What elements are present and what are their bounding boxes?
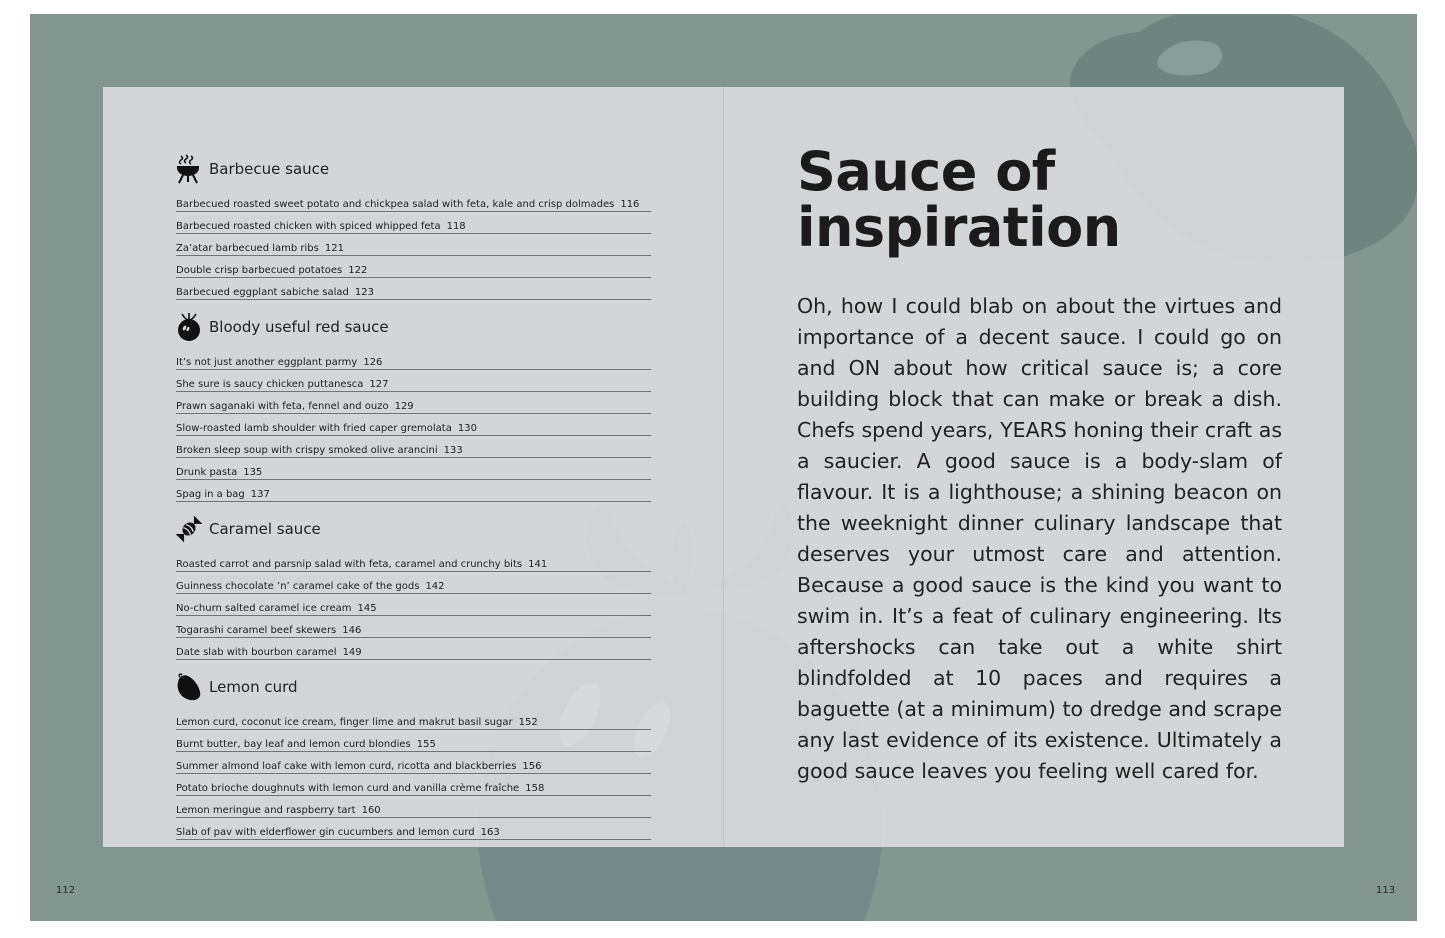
recipe-entry <box>176 818 651 840</box>
recipe-entry <box>176 572 651 594</box>
gutter-divider <box>723 87 724 847</box>
recipe-name: Barbecued eggplant sabiche salad <box>176 287 349 298</box>
section-caramel-sauce <box>176 512 651 660</box>
recipe-index <box>176 152 651 850</box>
recipe-entry <box>176 594 651 616</box>
recipe-name: She sure is saucy chicken puttanesca <box>176 379 364 390</box>
recipe-page-number: 158 <box>525 783 545 794</box>
chapter-title <box>797 140 1121 259</box>
recipe-name: Potato brioche doughnuts with lemon curd and vanilla crème fraîche <box>176 783 520 794</box>
recipe-name: Barbecued roasted sweet potato and chickpea salad with feta, kale and crisp dolmades <box>176 199 615 210</box>
section-header <box>176 670 651 704</box>
title-line-1: Sauce of <box>797 140 1055 203</box>
recipe-entry <box>176 458 651 480</box>
section-title: Bloody useful red sauce <box>209 318 389 336</box>
recipe-entry <box>176 550 651 572</box>
page-number-left: 112 <box>56 885 76 896</box>
page-number-right: 113 <box>1376 885 1396 896</box>
wrapped-candy-icon <box>176 514 202 544</box>
recipe-name: Summer almond loaf cake with lemon curd, ricotta and blackberries <box>176 761 517 772</box>
recipe-entry <box>176 730 651 752</box>
section-title: Barbecue sauce <box>209 160 330 178</box>
recipe-name: Guinness chocolate ’n’ caramel cake of the gods <box>176 581 420 592</box>
recipe-page-number: 122 <box>348 265 368 276</box>
recipe-page-number: 155 <box>416 739 436 750</box>
recipe-name: Slow-roasted lamb shoulder with fried caper gremolata <box>176 423 452 434</box>
section-lemon-curd <box>176 670 651 840</box>
recipe-name: Slab of pav with elderflower gin cucumbers and lemon curd <box>176 827 475 838</box>
recipe-entry <box>176 796 651 818</box>
section-bloody-useful-red-sauce <box>176 310 651 502</box>
recipe-entry <box>176 256 651 278</box>
intro-paragraph: Oh, how I could blab on about the virtues and importance of a decent sauce. I could go on and ON about how critical sauce is; a core building block that can make or break a dish. Chefs spend years, YEARS honing their craft as a saucier. A good sauce is a body-slam of flavour. It is a lighthouse; a shining beacon on the weeknight dinner culinary landscape that deserves your utmost care and attention. Because a good sauce is the kind you want to swim in. It’s a feat of culinary engineering. Its aftershocks can take out a white shirt blindfolded at 10 paces and requires a baguette (at a minimum) to dredge and scrape any last evidence of its existence. Ultimately a good sauce leaves you feeling well cared for. <box>797 294 1282 783</box>
recipe-page-number: 121 <box>324 243 344 254</box>
recipe-name: Broken sleep soup with crispy smoked olive arancini <box>176 445 438 456</box>
section-header <box>176 512 651 546</box>
recipe-entry <box>176 752 651 774</box>
recipe-page-number: 137 <box>250 489 270 500</box>
content-panel <box>103 87 1344 847</box>
recipe-entry <box>176 212 651 234</box>
recipe-entry <box>176 708 651 730</box>
recipe-page-number: 142 <box>425 581 445 592</box>
recipe-name: Prawn saganaki with feta, fennel and ouzo <box>176 401 389 412</box>
recipe-page-number: 118 <box>446 221 466 232</box>
recipe-page-number: 163 <box>480 827 500 838</box>
recipe-page-number: 126 <box>363 357 383 368</box>
barbecue-grill-icon <box>176 154 202 184</box>
recipe-entry <box>176 348 651 370</box>
recipe-page-number: 156 <box>522 761 542 772</box>
recipe-page-number: 123 <box>354 287 374 298</box>
section-title: Lemon curd <box>209 678 298 696</box>
recipe-page-number: 116 <box>620 199 640 210</box>
recipe-entry <box>176 638 651 660</box>
recipe-name: No-churn salted caramel ice cream <box>176 603 352 614</box>
recipe-page-number: 129 <box>394 401 414 412</box>
recipe-name: Za’atar barbecued lamb ribs <box>176 243 319 254</box>
recipe-page-number: 152 <box>518 717 538 728</box>
recipe-page-number: 133 <box>443 445 463 456</box>
recipe-name: Double crisp barbecued potatoes <box>176 265 343 276</box>
recipe-entry <box>176 370 651 392</box>
section-header <box>176 152 651 186</box>
recipe-entry <box>176 774 651 796</box>
section-barbecue-sauce <box>176 152 651 300</box>
recipe-entry <box>176 414 651 436</box>
recipe-entry <box>176 616 651 638</box>
recipe-page-number: 146 <box>342 625 362 636</box>
tomato-icon <box>176 312 202 342</box>
recipe-page-number: 145 <box>357 603 377 614</box>
recipe-page-number: 141 <box>528 559 548 570</box>
recipe-page-number: 135 <box>243 467 263 478</box>
recipe-name: Lemon curd, coconut ice cream, finger lime and makrut basil sugar <box>176 717 513 728</box>
recipe-name: Drunk pasta <box>176 467 238 478</box>
recipe-name: It’s not just another eggplant parmy <box>176 357 358 368</box>
book-spread <box>30 14 1417 921</box>
recipe-name: Roasted carrot and parsnip salad with feta, caramel and crunchy bits <box>176 559 523 570</box>
recipe-name: Togarashi caramel beef skewers <box>176 625 337 636</box>
recipe-entry <box>176 278 651 300</box>
recipe-entry <box>176 190 651 212</box>
recipe-page-number: 127 <box>369 379 389 390</box>
recipe-entry <box>176 480 651 502</box>
recipe-name: Date slab with bourbon caramel <box>176 647 337 658</box>
recipe-name: Barbecued roasted chicken with spiced whipped feta <box>176 221 441 232</box>
title-line-2: inspiration <box>797 196 1121 259</box>
recipe-name: Spag in a bag <box>176 489 245 500</box>
recipe-entry <box>176 392 651 414</box>
recipe-entry <box>176 436 651 458</box>
recipe-name: Lemon meringue and raspberry tart <box>176 805 356 816</box>
recipe-entry <box>176 234 651 256</box>
recipe-page-number: 130 <box>457 423 477 434</box>
recipe-page-number: 149 <box>342 647 362 658</box>
section-title: Caramel sauce <box>209 520 321 538</box>
section-header <box>176 310 651 344</box>
recipe-name: Burnt butter, bay leaf and lemon curd blondies <box>176 739 411 750</box>
lemon-icon <box>176 672 202 702</box>
recipe-page-number: 160 <box>361 805 381 816</box>
